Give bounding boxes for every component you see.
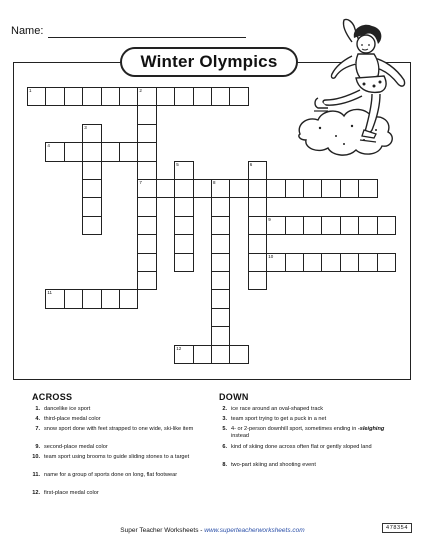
crossword-cell[interactable] — [211, 179, 230, 198]
clue-italic-word: -sleighing — [357, 426, 385, 432]
crossword-cell[interactable] — [229, 87, 248, 106]
clue-number-label: 4 — [47, 143, 50, 149]
crossword-cell[interactable] — [193, 345, 212, 364]
crossword-cell[interactable] — [248, 271, 267, 290]
footer-brand: Super Teacher Worksheets - — [120, 527, 205, 534]
crossword-cell[interactable] — [211, 253, 230, 272]
crossword-cell[interactable] — [340, 253, 359, 272]
across-clue — [28, 454, 206, 461]
down-clue — [215, 406, 400, 413]
crossword-cell[interactable] — [82, 161, 101, 180]
crossword-cell[interactable] — [303, 253, 322, 272]
crossword-cell[interactable] — [266, 253, 285, 272]
crossword-cell[interactable] — [285, 179, 304, 198]
crossword-cell[interactable] — [303, 179, 322, 198]
clue-text: team sport using brooms to guide sliding stones to a target — [44, 454, 190, 460]
clue-text: snow sport done with feet strapped to one wide, ski-like item — [44, 426, 194, 432]
clue-text: kind of skiing done across often flat or gently sloped land — [231, 444, 372, 450]
crossword-cell[interactable] — [82, 289, 101, 308]
across-clue — [28, 416, 206, 423]
crossword-cell[interactable] — [64, 87, 83, 106]
crossword-cell[interactable] — [101, 289, 120, 308]
clue-text: ice race around an oval-shaped track — [231, 406, 324, 412]
crossword-cell[interactable] — [156, 179, 175, 198]
crossword-cell[interactable] — [248, 179, 267, 198]
crossword-cell[interactable] — [248, 253, 267, 272]
crossword-cell[interactable] — [229, 345, 248, 364]
across-clue — [28, 472, 206, 479]
crossword-cell[interactable] — [137, 197, 156, 216]
worksheet-code: 478354 — [382, 523, 412, 533]
crossword-cell[interactable] — [248, 197, 267, 216]
crossword-cell[interactable] — [321, 253, 340, 272]
clue-number: 12. — [32, 490, 40, 496]
crossword-cell[interactable] — [174, 253, 193, 272]
crossword-cell[interactable] — [137, 124, 156, 143]
down-clue — [215, 444, 400, 451]
crossword-cell[interactable] — [137, 216, 156, 235]
crossword-cell[interactable] — [211, 216, 230, 235]
crossword-cell[interactable] — [211, 197, 230, 216]
clue-number: 6. — [222, 444, 227, 450]
crossword-cell[interactable] — [174, 179, 193, 198]
crossword-cell[interactable] — [248, 216, 267, 235]
crossword-cell[interactable] — [303, 216, 322, 235]
clue-text: name for a group of sports done on long, flat footwear — [44, 472, 178, 478]
crossword-cell[interactable] — [174, 197, 193, 216]
crossword-cell[interactable] — [119, 289, 138, 308]
crossword-cell[interactable] — [174, 345, 193, 364]
down-heading: DOWN — [219, 392, 249, 402]
crossword-cell[interactable] — [45, 142, 64, 161]
clue-number-label: 6 — [249, 161, 253, 167]
crossword-cell[interactable] — [119, 142, 138, 161]
crossword-cell[interactable] — [174, 87, 193, 106]
puzzle-title: Winter Olympics — [120, 47, 298, 77]
crossword-cell[interactable] — [82, 197, 101, 216]
clue-number-label: 10 — [268, 253, 274, 259]
crossword-cell[interactable] — [377, 253, 396, 272]
clue-text — [231, 426, 400, 440]
clue-number-label: 12 — [176, 345, 182, 351]
crossword-cell[interactable] — [229, 179, 248, 198]
clue-number: 10. — [32, 454, 40, 460]
crossword-cell[interactable] — [211, 87, 230, 106]
crossword-cell[interactable] — [64, 289, 83, 308]
crossword-cell[interactable] — [211, 289, 230, 308]
across-clue — [28, 406, 206, 413]
clue-number: 9. — [35, 444, 40, 450]
clue-number-label: 5 — [176, 161, 179, 167]
clue-text: team sport trying to get a puck in a net — [231, 416, 327, 422]
crossword-cell[interactable] — [82, 142, 101, 161]
crossword-cell[interactable] — [174, 161, 193, 180]
crossword-cell[interactable] — [137, 271, 156, 290]
crossword-cell[interactable] — [45, 87, 64, 106]
crossword-cell[interactable] — [340, 216, 359, 235]
crossword-cell[interactable] — [82, 216, 101, 235]
crossword-cell[interactable] — [358, 179, 377, 198]
clue-text: dancelike ice sport — [44, 406, 91, 412]
across-clue — [28, 490, 206, 497]
clue-text: second-place medal color — [44, 444, 108, 450]
clue-number: 4. — [35, 416, 40, 422]
clue-text-part: 4- or 2-person downhill sport, sometimes ending in — [231, 426, 357, 432]
clue-text: third-place medal color — [44, 416, 101, 422]
figure-skater-illustration — [292, 16, 414, 164]
clue-number-label: 9 — [268, 216, 271, 222]
crossword-cell[interactable] — [137, 142, 156, 161]
clue-number: 11. — [32, 472, 40, 478]
crossword-cell[interactable] — [193, 179, 212, 198]
crossword-cell[interactable] — [119, 87, 138, 106]
name-label: Name: — [11, 25, 44, 37]
across-clue — [28, 426, 206, 433]
clue-number: 2. — [222, 406, 227, 412]
down-clue — [215, 426, 400, 440]
clue-text-end: instead — [231, 433, 250, 440]
crossword-cell[interactable] — [174, 234, 193, 253]
crossword-cell[interactable] — [358, 253, 377, 272]
crossword-cell[interactable] — [101, 87, 120, 106]
crossword-cell[interactable] — [137, 253, 156, 272]
crossword-cell[interactable] — [285, 253, 304, 272]
crossword-cell[interactable] — [211, 345, 230, 364]
crossword-cell[interactable] — [27, 87, 46, 106]
crossword-cell[interactable] — [156, 87, 175, 106]
crossword-cell[interactable] — [358, 216, 377, 235]
clue-text: first-place medal color — [44, 490, 99, 496]
crossword-cell[interactable] — [211, 326, 230, 345]
crossword-cell[interactable] — [137, 105, 156, 124]
down-clue — [215, 462, 400, 469]
crossword-cell[interactable] — [82, 124, 101, 143]
clue-number: 1. — [35, 406, 40, 412]
crossword-cell[interactable] — [211, 234, 230, 253]
crossword-cell[interactable] — [321, 216, 340, 235]
clue-number-label: 8 — [213, 180, 216, 185]
clue-number-label: 7 — [139, 180, 142, 185]
crossword-cell[interactable] — [137, 161, 156, 180]
clue-number: 8. — [222, 462, 227, 468]
crossword-cell[interactable] — [137, 234, 156, 253]
clue-number-label: 2 — [139, 88, 142, 93]
clue-number-label: 1 — [29, 88, 32, 93]
crossword-cell[interactable] — [174, 216, 193, 235]
crossword-cell[interactable] — [64, 142, 83, 161]
clue-number: 7. — [35, 426, 40, 432]
crossword-cell[interactable] — [82, 179, 101, 198]
footer-url[interactable]: www.superteacherworksheets.com — [204, 527, 305, 534]
crossword-cell[interactable] — [285, 216, 304, 235]
footer — [0, 527, 425, 534]
crossword-cell[interactable] — [321, 179, 340, 198]
crossword-cell[interactable] — [340, 179, 359, 198]
crossword-cell[interactable] — [211, 308, 230, 327]
name-line[interactable] — [48, 37, 246, 38]
crossword-cell[interactable] — [82, 87, 101, 106]
crossword-cell[interactable] — [248, 234, 267, 253]
clue-text: two-part skiing and shooting event — [231, 462, 316, 468]
crossword-cell[interactable] — [137, 179, 156, 198]
crossword-cell[interactable] — [101, 142, 120, 161]
clue-number: 5. — [222, 426, 227, 432]
clue-number: 3. — [222, 416, 227, 422]
clue-number-label: 3 — [84, 124, 87, 130]
crossword-cell[interactable] — [266, 216, 285, 235]
across-heading: ACROSS — [32, 392, 73, 402]
clue-number-label: 11 — [47, 290, 53, 296]
crossword-cell[interactable] — [377, 216, 396, 235]
crossword-cell[interactable] — [193, 87, 212, 106]
crossword-cell[interactable] — [211, 271, 230, 290]
down-clue — [215, 416, 400, 423]
crossword-cell[interactable] — [45, 289, 64, 308]
crossword-cell[interactable] — [137, 87, 156, 106]
across-clue — [28, 444, 206, 451]
crossword-cell[interactable] — [266, 179, 285, 198]
crossword-cell[interactable] — [248, 161, 267, 180]
